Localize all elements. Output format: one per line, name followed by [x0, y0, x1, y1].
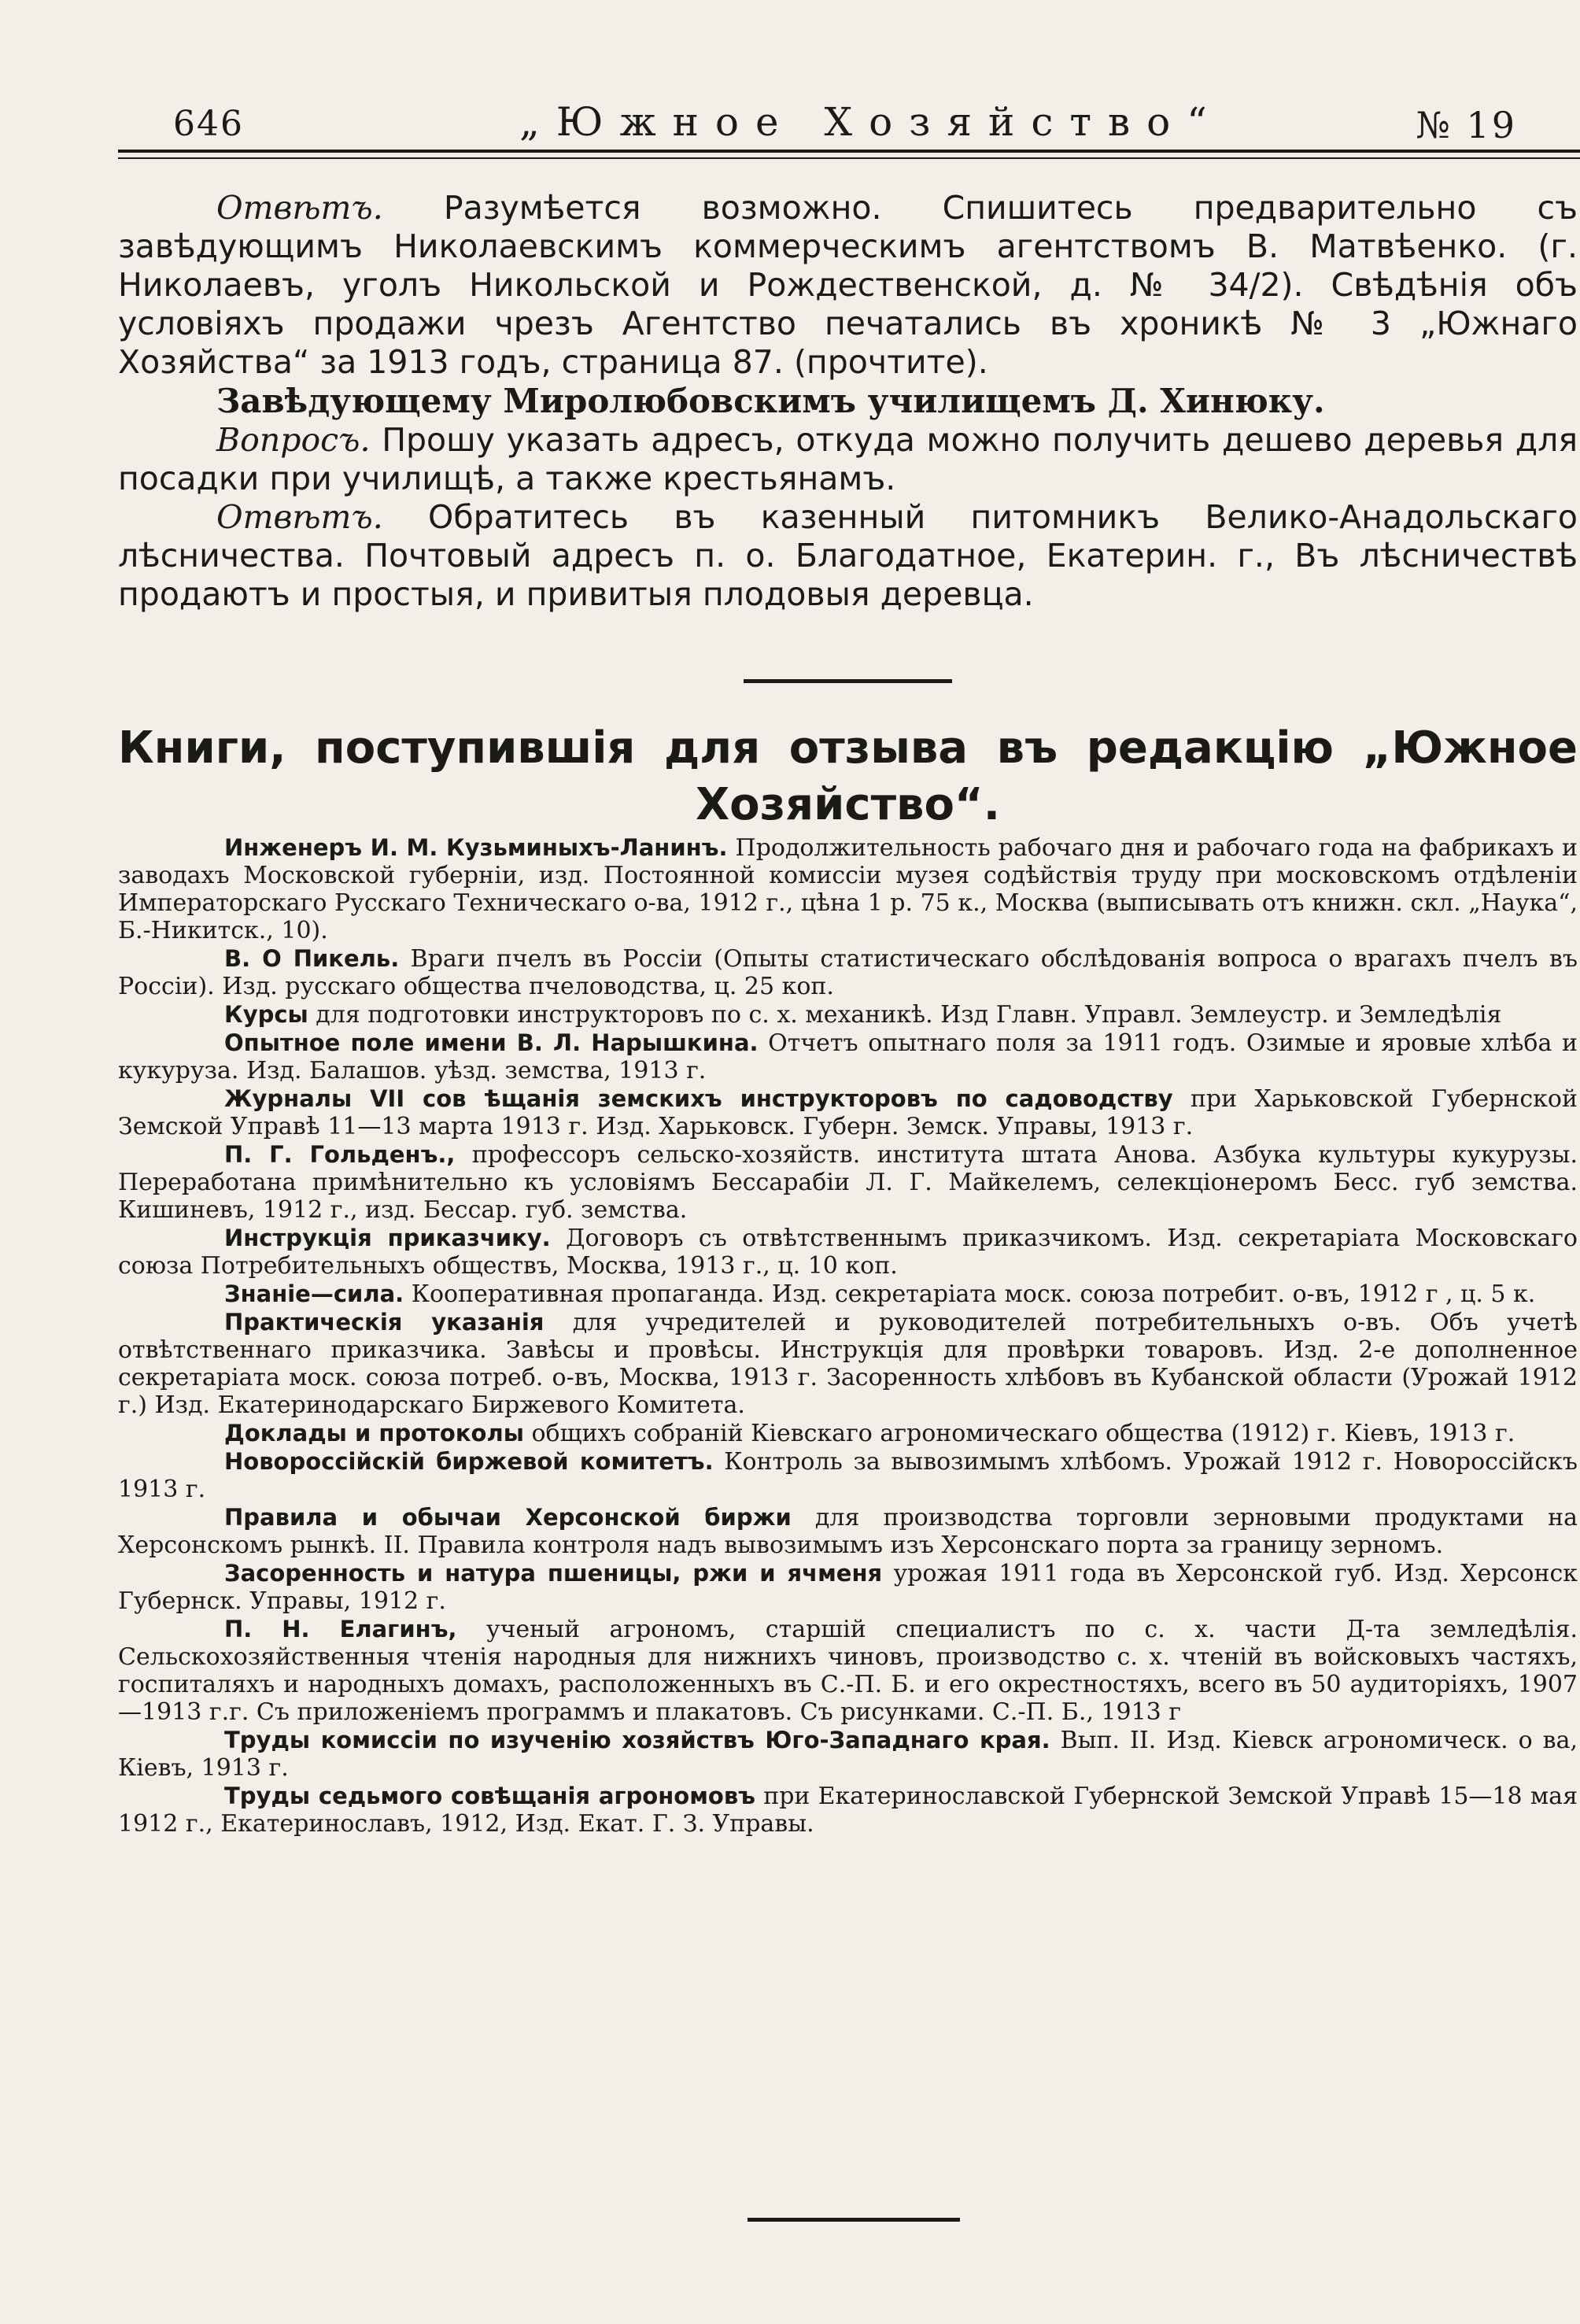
book-entry	[118, 1783, 1578, 1838]
answer-label: Отвѣтъ.	[216, 498, 383, 536]
end-divider	[748, 2218, 960, 2222]
issue-number: № 19	[1416, 104, 1517, 146]
book-entry	[118, 945, 1578, 1000]
book-description: Контроль за вывозимымъ хлѣбомъ. Урожай 1912 г. Новороссійскъ 1913 г.	[118, 1448, 1578, 1503]
book-title: Опытное поле имени В. Л. Нарышкина.	[224, 1029, 759, 1056]
header-rule-thin	[118, 157, 1580, 159]
journal-title: „Южное Хозяйство“	[519, 99, 1224, 145]
book-entry	[118, 834, 1578, 944]
page-number: 646	[173, 104, 244, 144]
book-entry	[118, 1309, 1578, 1419]
book-description: при Екатеринославской Губернской Земской Управѣ 15—18 мая 1912 г., Екатеринославъ, 1912, Изд. Екат. Г. З. Управы.	[118, 1783, 1578, 1838]
book-description: общихъ собраній Кіевскаго агрономическаго общества (1912) г. Кіевъ, 1913 г.	[531, 1420, 1515, 1447]
book-description: Враги пчелъ въ Россіи (Опыты статистическаго обслѣдованія вопроса о врагахъ пчелъ въ Россіи). Изд. русскаго общества пчеловодства, ц. 25 коп.	[118, 945, 1578, 1000]
question-text: Прошу указать адресъ, откуда можно получить дешево деревья для посадки при училищѣ, а также крестьянамъ.	[118, 421, 1578, 497]
section-heading-line: Книги, поступившія для отзыва въ редакцію „Южное	[118, 722, 1578, 774]
answer-paragraph	[118, 498, 1578, 614]
book-title: Знаніе—сила.	[224, 1280, 404, 1307]
book-description: ученый агрономъ, старшій специалистъ по с. х. части Д-та земледѣлія. Сельскохозяйственныя чтенія народныя для нижнихъ чиновъ, производство с. х. чтеній въ войсковыхъ частяхъ, госпиталяхъ и народныхъ домахъ, расположенныхъ въ С.-П. Б. и его окрестностяхъ, всего въ 50 аудиторіяхъ, 1907—1913 г.г. Съ приложеніемъ программъ и плакатовъ. Съ рисунками. С.-П. Б., 1913 г	[118, 1616, 1578, 1726]
book-title: Засоренность и натура пшеницы, ржи и ячменя	[224, 1560, 883, 1587]
answer-paragraph	[118, 189, 1578, 382]
book-description: Вып. II. Изд. Кіевск агрономическ. о ва, Кіевъ, 1913 г.	[118, 1727, 1578, 1782]
book-title: Журналы VII сов ѣщанія земскихъ инструкторовъ по садоводству	[224, 1085, 1173, 1112]
book-description: для подготовки инструкторовъ по с. х. механикѣ. Изд Главн. Управл. Землеустр. и Земледѣлія	[316, 1001, 1502, 1029]
book-description: профессоръ сельско-хозяйств. института штата Анова. Азбука культуры кукурузы. Переработана примѣнительно къ условіямъ Бессарабіи Л. Г. Майкелемъ, селекціонеромъ Бесс. губ земства. Кишиневъ, 1912 г., изд. Бессар. губ. земства.	[118, 1141, 1578, 1224]
book-entry	[118, 1727, 1578, 1782]
addressee-line	[118, 382, 1578, 421]
book-title: Новороссійскій биржевой комитетъ.	[224, 1448, 714, 1475]
book-entry	[118, 1141, 1578, 1224]
book-description: Продолжительность рабочаго дня и рабочаго года на фабрикахъ и заводахъ Московской губерніи, изд. Постоянной комиссіи музея содѣйствія труду при московскомъ отдѣленіи Императорскаго Русскаго Техническаго о-ва, 1912 г., цѣна 1 р. 75 к., Москва (выписывать отъ книжн. скл. „Наука“, Б.-Никитск., 10).	[118, 834, 1578, 944]
answer-text: Разумѣется возможно. Спишитесь предварительно съ завѣдующимъ Николаевскимъ коммерческимъ агентствомъ В. Матвѣенко. (г. Николаевъ, уголъ Никольской и Рождественской, д. № 34/2). Свѣдѣнія объ условіяхъ продажи чрезъ Агентство печатались въ хроникѣ № 3 „Южнаго Хозяйства“ за 1913 годъ, страница 87. (прочтите).	[118, 189, 1578, 381]
section-divider	[744, 679, 952, 683]
question-paragraph	[118, 421, 1578, 498]
book-title: Доклады и протоколы	[224, 1420, 524, 1446]
running-header	[118, 94, 1533, 165]
book-entry	[118, 1280, 1578, 1308]
book-description: для учредителей и руководителей потребительныхъ о-въ. Объ учетѣ отвѣтственнаго приказчика. Завѣсы и провѣсы. Инструкція для провѣрки товаровъ. Изд. 2-е дополненное секретаріата моск. союза потреб. о-въ, Москва, 1913 г. Засоренность хлѣбовъ въ Кубанской области (Урожай 1912 г.) Изд. Екатеринодарскаго Биржевого Комитета.	[118, 1309, 1578, 1419]
book-entry	[118, 1029, 1578, 1084]
qa-section	[118, 189, 1578, 614]
section-heading	[118, 720, 1578, 833]
book-title: П. Н. Елагинъ,	[224, 1616, 457, 1642]
book-title: Курсы	[224, 1001, 308, 1028]
section-heading-line: Хозяйство“.	[695, 779, 1001, 830]
answer-label: Отвѣтъ.	[216, 189, 383, 227]
book-title: Инструкція приказчику.	[224, 1225, 551, 1251]
book-description: урожая 1911 года въ Херсонской губ. Изд. Херсонск Губернск. Управы, 1912 г.	[118, 1560, 1578, 1615]
book-title: Правила и обычаи Херсонской биржи	[224, 1504, 792, 1531]
addressee: Завѣдующему Миролюбовскимъ училищемъ Д. Хинюку.	[216, 382, 1325, 420]
book-entry	[118, 1420, 1578, 1447]
book-description: Отчетъ опытнаго поля за 1911 годъ. Озимые и яровые хлѣба и кукуруза. Изд. Балашов. уѣзд. земства, 1913 г.	[118, 1029, 1578, 1084]
book-title: В. О Пикель.	[224, 945, 400, 972]
book-entry	[118, 1616, 1578, 1726]
book-title: Практическія указанія	[224, 1309, 545, 1336]
book-description: Договоръ съ отвѣтственнымъ приказчикомъ. Изд. секретаріата Московскаго союза Потребительныхъ обществъ, Москва, 1913 г., ц. 10 коп.	[118, 1225, 1578, 1280]
book-title: П. Г. Гольденъ.,	[224, 1141, 456, 1168]
book-entry	[118, 1448, 1578, 1503]
book-entry	[118, 1001, 1578, 1029]
book-entry	[118, 1225, 1578, 1280]
header-rule-thick	[118, 150, 1580, 153]
book-entry	[118, 1504, 1578, 1559]
question-label: Вопросъ.	[216, 421, 371, 459]
book-description: при Харьковской Губернской Земской Управѣ 11—13 марта 1913 г. Изд. Харьковск. Губерн. Земск. Управы, 1913 г.	[118, 1085, 1578, 1140]
book-description: для производства торговли зерновыми продуктами на Херсонскомъ рынкѣ. II. Правила контроля надъ вывозимымъ изъ Херсонскаго порта за границу зерномъ.	[118, 1504, 1578, 1559]
book-title: Труды комиссіи по изученію хозяйствъ Юго-Западнаго края.	[224, 1727, 1050, 1753]
book-entry	[118, 1085, 1578, 1140]
book-description: Кооперативная пропаганда. Изд. секретаріата моск. союза потребит. о-въ, 1912 г , ц. 5 к.	[411, 1280, 1536, 1308]
book-entry	[118, 1560, 1578, 1615]
book-title: Труды седьмого совѣщанія агрономовъ	[224, 1783, 755, 1809]
answer-text: Обратитесь въ казенный питомникъ Велико-Анадольскаго лѣсничества. Почтовый адресъ п. о. Благодатное, Екатерин. г., Въ лѣсничествѣ продаютъ и простыя, и привитыя плодовыя деревца.	[118, 498, 1578, 613]
book-list	[118, 834, 1578, 1838]
book-title: Инженеръ И. М. Кузьминыхъ-Ланинъ.	[224, 834, 728, 861]
